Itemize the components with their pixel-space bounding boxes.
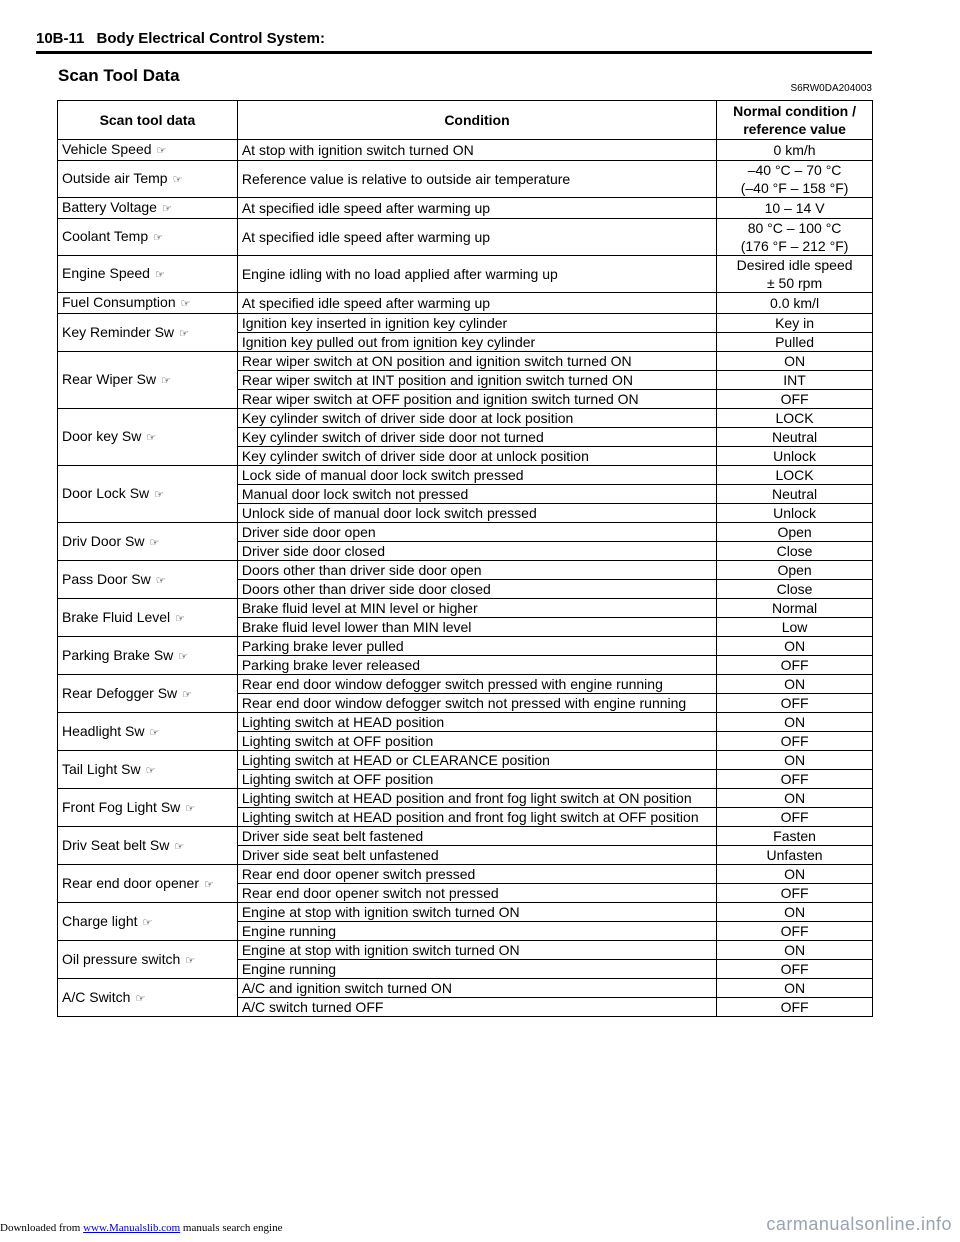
reference-value-cell: Unlock bbox=[717, 504, 873, 523]
section-heading: Body Electrical Control System: bbox=[96, 30, 325, 47]
table-row bbox=[58, 219, 873, 256]
condition-cell: Rear end door window defogger switch pressed with engine running bbox=[237, 675, 716, 694]
pointing-hand-icon: ☞ bbox=[153, 232, 164, 244]
condition-cell: Rear wiper switch at OFF position and ignition switch turned ON bbox=[237, 390, 716, 409]
pointing-hand-icon: ☞ bbox=[154, 269, 165, 281]
scan-tool-data-table bbox=[57, 100, 873, 1017]
table-row bbox=[58, 827, 873, 846]
scan-item-label: Engine Speed bbox=[62, 265, 150, 281]
reference-value-cell: ON bbox=[717, 751, 873, 770]
condition-cell: Driver side seat belt unfastened bbox=[237, 846, 716, 865]
reference-value-cell: ON bbox=[717, 637, 873, 656]
scan-item-name bbox=[58, 161, 238, 198]
table-row bbox=[58, 941, 873, 960]
condition-cell: Driver side seat belt fastened bbox=[237, 827, 716, 846]
pointing-hand-icon: ☞ bbox=[149, 536, 160, 549]
condition-cell: Lighting switch at HEAD position and front fog light switch at OFF position bbox=[237, 808, 716, 827]
table-row bbox=[58, 352, 873, 371]
reference-value-cell: ON bbox=[717, 903, 873, 922]
table-row bbox=[58, 599, 873, 618]
footer-prefix: Downloaded from bbox=[0, 1222, 81, 1234]
scan-item-name bbox=[58, 599, 238, 637]
scan-item-name bbox=[58, 979, 238, 1017]
scan-item-name bbox=[58, 198, 238, 219]
footer-link[interactable]: www.Manualslib.com bbox=[83, 1222, 181, 1234]
table-row bbox=[58, 979, 873, 998]
pointing-hand-icon: ☞ bbox=[145, 764, 156, 777]
pointing-hand-icon: ☞ bbox=[142, 916, 153, 929]
reference-value-cell: LOCK bbox=[717, 409, 873, 428]
condition-cell: Engine at stop with ignition switch turned ON bbox=[237, 903, 716, 922]
reference-value-cell: Open bbox=[717, 561, 873, 580]
table-row bbox=[58, 523, 873, 542]
reference-value-cell: LOCK bbox=[717, 466, 873, 485]
scan-item-label: Rear end door opener bbox=[62, 874, 199, 891]
condition-cell: Engine idling with no load applied after warming up bbox=[237, 256, 716, 293]
scan-item-name bbox=[58, 561, 238, 599]
pointing-hand-icon: ☞ bbox=[179, 327, 189, 340]
scan-item-label: Door Lock Sw bbox=[62, 485, 150, 501]
scan-item-name bbox=[58, 865, 238, 903]
pointing-hand-icon: ☞ bbox=[135, 992, 146, 1005]
pointing-hand-icon: ☞ bbox=[161, 375, 172, 387]
condition-cell: Key cylinder switch of driver side door at unlock position bbox=[237, 447, 716, 466]
reference-value-cell: Low bbox=[717, 618, 873, 637]
reference-value-cell: Open bbox=[717, 523, 873, 542]
reference-value-cell: OFF bbox=[717, 998, 873, 1017]
reference-value-cell: Desired idle speed ± 50 rpm bbox=[717, 256, 873, 293]
scan-item-name bbox=[58, 256, 238, 293]
condition-cell: Engine at stop with ignition switch turned ON bbox=[237, 941, 716, 960]
scan-item-label: Driv Door Sw bbox=[62, 532, 145, 549]
reference-value-cell: Unfasten bbox=[717, 846, 873, 865]
reference-value-cell: OFF bbox=[717, 960, 873, 979]
reference-value-cell: ON bbox=[717, 865, 873, 884]
reference-value-cell: Pulled bbox=[717, 333, 873, 352]
reference-value-cell: ON bbox=[717, 979, 873, 998]
pointing-hand-icon: ☞ bbox=[149, 726, 160, 739]
table-row bbox=[58, 789, 873, 808]
condition-cell: Lighting switch at HEAD position bbox=[237, 713, 716, 732]
scan-item-name bbox=[58, 523, 238, 561]
scan-item-name bbox=[58, 352, 238, 409]
condition-cell: Unlock side of manual door lock switch pressed bbox=[237, 504, 716, 523]
scan-item-name bbox=[58, 675, 238, 713]
reference-value-cell: ON bbox=[717, 675, 873, 694]
table-row bbox=[58, 637, 873, 656]
condition-cell: Rear end door window defogger switch not pressed with engine running bbox=[237, 694, 716, 713]
scan-item-label: Oil pressure switch bbox=[62, 950, 181, 967]
pointing-hand-icon: ☞ bbox=[155, 574, 166, 587]
reference-value-cell: ON bbox=[717, 789, 873, 808]
condition-cell: Manual door lock switch not pressed bbox=[237, 485, 716, 504]
scan-item-label: Brake Fluid Level bbox=[62, 608, 171, 625]
page-number: 10B-11 bbox=[36, 30, 85, 47]
reference-value-cell: OFF bbox=[717, 770, 873, 789]
condition-cell: Rear wiper switch at ON position and ignition switch turned ON bbox=[237, 352, 716, 371]
reference-value-cell: 80 °C – 100 °C (176 °F – 212 °F) bbox=[717, 219, 873, 256]
condition-cell: Brake fluid level at MIN level or higher bbox=[237, 599, 716, 618]
reference-value-cell: Close bbox=[717, 580, 873, 599]
header-scan-tool-data: Scan tool data bbox=[58, 101, 238, 140]
scan-item-name bbox=[58, 827, 238, 865]
table-row bbox=[58, 198, 873, 219]
scan-item-name bbox=[58, 219, 238, 256]
section-code: S6RW0DA204003 bbox=[790, 83, 872, 94]
scan-item-label: Outside air Temp bbox=[62, 170, 168, 186]
table-row bbox=[58, 903, 873, 922]
condition-cell: At stop with ignition switch turned ON bbox=[237, 140, 716, 161]
reference-value-cell: OFF bbox=[717, 922, 873, 941]
condition-cell: Key cylinder switch of driver side door not turned bbox=[237, 428, 716, 447]
condition-cell: Lighting switch at HEAD position and front fog light switch at ON position bbox=[237, 789, 716, 808]
reference-value-cell: 0 km/h bbox=[717, 140, 873, 161]
table-row bbox=[58, 161, 873, 198]
pointing-hand-icon: ☞ bbox=[146, 432, 157, 444]
reference-value-cell: 0.0 km/l bbox=[717, 293, 873, 314]
table-row bbox=[58, 293, 873, 314]
reference-value-cell: –40 °C – 70 °C (–40 °F – 158 °F) bbox=[717, 161, 873, 198]
condition-cell: A/C switch turned OFF bbox=[237, 998, 716, 1017]
table-row bbox=[58, 256, 873, 293]
scan-item-label: Rear Wiper Sw bbox=[62, 371, 157, 387]
condition-cell: Lighting switch at OFF position bbox=[237, 732, 716, 751]
reference-value-cell: OFF bbox=[717, 732, 873, 751]
table-row bbox=[58, 713, 873, 732]
condition-cell: Ignition key pulled out from ignition key cylinder bbox=[237, 333, 716, 352]
condition-cell: Rear end door opener switch pressed bbox=[237, 865, 716, 884]
table-row bbox=[58, 140, 873, 161]
table-row bbox=[58, 314, 873, 333]
section-title: Scan Tool Data bbox=[58, 66, 180, 85]
condition-cell: At specified idle speed after warming up bbox=[237, 293, 716, 314]
reference-value-cell: Fasten bbox=[717, 827, 873, 846]
condition-cell: Brake fluid level lower than MIN level bbox=[237, 618, 716, 637]
scan-item-label: Battery Voltage bbox=[62, 199, 157, 215]
footer bbox=[0, 1222, 282, 1234]
reference-value-cell: OFF bbox=[717, 390, 873, 409]
reference-value-cell: ON bbox=[717, 713, 873, 732]
scan-item-name bbox=[58, 751, 238, 789]
condition-cell: Key cylinder switch of driver side door at lock position bbox=[237, 409, 716, 428]
scan-item-name bbox=[58, 903, 238, 941]
scan-item-name bbox=[58, 789, 238, 827]
footer-suffix: manuals search engine bbox=[182, 1222, 283, 1234]
pointing-hand-icon: ☞ bbox=[185, 954, 196, 967]
table-row bbox=[58, 675, 873, 694]
condition-cell: Rear wiper switch at INT position and ignition switch turned ON bbox=[237, 371, 716, 390]
scan-item-label: Vehicle Speed bbox=[62, 141, 152, 157]
scan-item-label: Door key Sw bbox=[62, 428, 142, 444]
condition-cell: Lock side of manual door lock switch pressed bbox=[237, 466, 716, 485]
reference-value-cell: Key in bbox=[717, 314, 873, 333]
scan-item-name bbox=[58, 140, 238, 161]
condition-cell: Doors other than driver side door open bbox=[237, 561, 716, 580]
reference-value-cell: Close bbox=[717, 542, 873, 561]
reference-value-cell: OFF bbox=[717, 656, 873, 675]
table-row bbox=[58, 466, 873, 485]
header-normal-condition: Normal condition / reference value bbox=[717, 101, 873, 140]
scan-item-label: Pass Door Sw bbox=[62, 570, 151, 587]
reference-value-cell: Neutral bbox=[717, 428, 873, 447]
condition-cell: Parking brake lever pulled bbox=[237, 637, 716, 656]
scan-item-label: Key Reminder Sw bbox=[62, 323, 175, 340]
scan-item-label: Fuel Consumption bbox=[62, 294, 176, 310]
scan-item-name bbox=[58, 637, 238, 675]
condition-cell: Engine running bbox=[237, 922, 716, 941]
table-row bbox=[58, 409, 873, 428]
pointing-hand-icon: ☞ bbox=[161, 203, 172, 215]
scan-item-name bbox=[58, 314, 238, 352]
scan-item-label: Coolant Temp bbox=[62, 228, 149, 244]
scan-item-label: Charge light bbox=[62, 912, 138, 929]
condition-cell: At specified idle speed after warming up bbox=[237, 219, 716, 256]
condition-cell: Lighting switch at HEAD or CLEARANCE position bbox=[237, 751, 716, 770]
condition-cell: Reference value is relative to outside air temperature bbox=[237, 161, 716, 198]
table-row bbox=[58, 561, 873, 580]
scan-item-label: Rear Defogger Sw bbox=[62, 684, 178, 701]
table-row bbox=[58, 751, 873, 770]
header-rule bbox=[36, 51, 872, 54]
pointing-hand-icon: ☞ bbox=[174, 840, 185, 853]
condition-cell: Lighting switch at OFF position bbox=[237, 770, 716, 789]
table-row bbox=[58, 865, 873, 884]
reference-value-cell: Unlock bbox=[717, 447, 873, 466]
reference-value-cell: OFF bbox=[717, 694, 873, 713]
scan-item-label: Tail Light Sw bbox=[62, 760, 141, 777]
condition-cell: Driver side door closed bbox=[237, 542, 716, 561]
condition-cell: A/C and ignition switch turned ON bbox=[237, 979, 716, 998]
reference-value-cell: ON bbox=[717, 941, 873, 960]
condition-cell: Driver side door open bbox=[237, 523, 716, 542]
condition-cell: Parking brake lever released bbox=[237, 656, 716, 675]
pointing-hand-icon: ☞ bbox=[175, 612, 186, 625]
pointing-hand-icon: ☞ bbox=[154, 489, 165, 501]
scan-item-label: Driv Seat belt Sw bbox=[62, 836, 170, 853]
scan-item-label: Headlight Sw bbox=[62, 722, 145, 739]
reference-value-cell: Neutral bbox=[717, 485, 873, 504]
reference-value-cell: OFF bbox=[717, 808, 873, 827]
pointing-hand-icon: ☞ bbox=[180, 298, 191, 310]
reference-value-cell: Normal bbox=[717, 599, 873, 618]
header-condition: Condition bbox=[237, 101, 716, 140]
pointing-hand-icon: ☞ bbox=[182, 688, 193, 701]
scan-item-name bbox=[58, 466, 238, 523]
pointing-hand-icon: ☞ bbox=[172, 174, 183, 186]
scan-item-label: Parking Brake Sw bbox=[62, 646, 174, 663]
reference-value-cell: ON bbox=[717, 352, 873, 371]
table-header-row bbox=[58, 101, 873, 140]
reference-value-cell: 10 – 14 V bbox=[717, 198, 873, 219]
pointing-hand-icon: ☞ bbox=[156, 145, 167, 157]
scan-item-label: Front Fog Light Sw bbox=[62, 798, 181, 815]
pointing-hand-icon: ☞ bbox=[185, 802, 196, 815]
reference-value-cell: INT bbox=[717, 371, 873, 390]
condition-cell: Rear end door opener switch not pressed bbox=[237, 884, 716, 903]
watermark: carmanualsonline.info bbox=[766, 1214, 952, 1234]
scan-item-label: A/C Switch bbox=[62, 988, 131, 1005]
pointing-hand-icon: ☞ bbox=[178, 650, 189, 663]
condition-cell: Engine running bbox=[237, 960, 716, 979]
scan-item-name bbox=[58, 293, 238, 314]
reference-value-cell: OFF bbox=[717, 884, 873, 903]
table-body bbox=[58, 140, 873, 1017]
condition-cell: Doors other than driver side door closed bbox=[237, 580, 716, 599]
scan-item-name bbox=[58, 409, 238, 466]
condition-cell: Ignition key inserted in ignition key cylinder bbox=[237, 314, 716, 333]
scan-item-name bbox=[58, 941, 238, 979]
pointing-hand-icon: ☞ bbox=[204, 878, 214, 891]
scan-item-name bbox=[58, 713, 238, 751]
condition-cell: At specified idle speed after warming up bbox=[237, 198, 716, 219]
